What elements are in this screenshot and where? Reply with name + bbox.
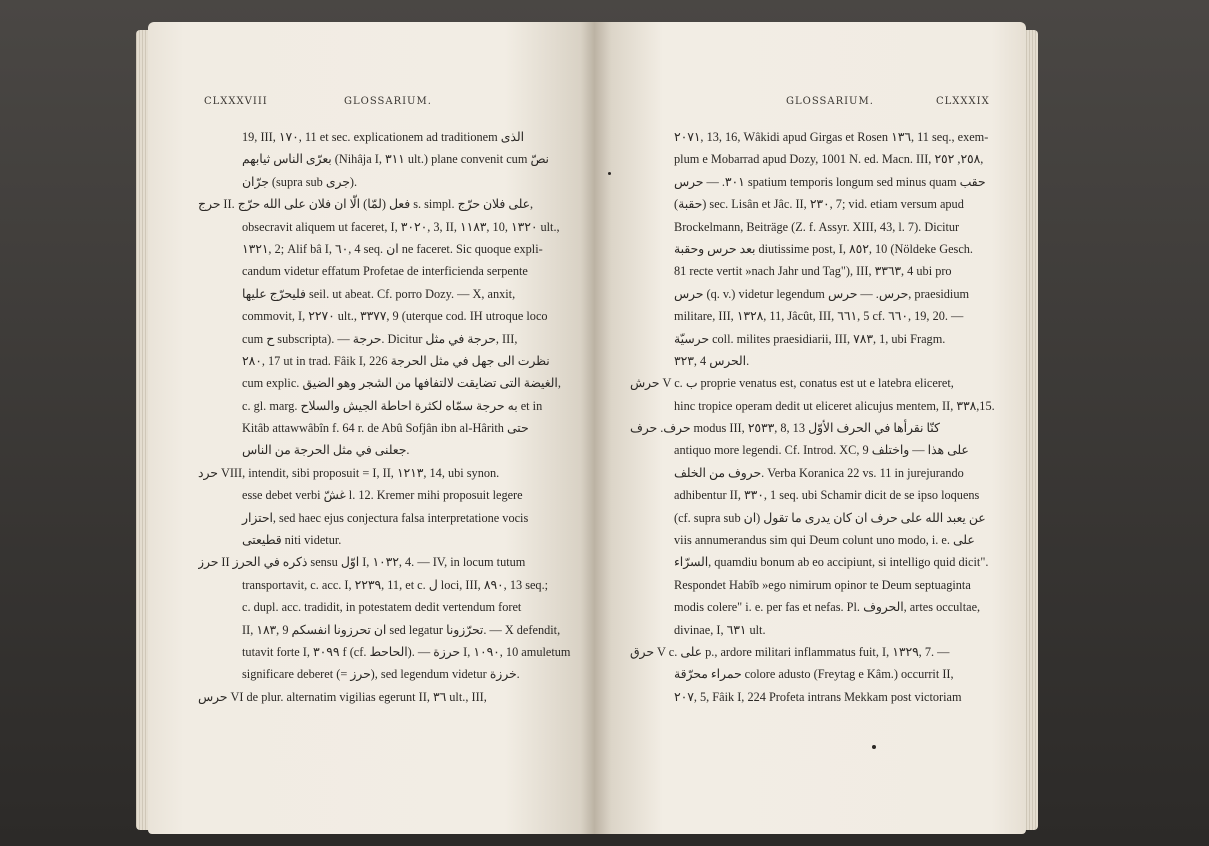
text-line: ٢٨٠, 17 ut in trad. Fâik I, 226 نظرت الى جهل في مثل الحرجة xyxy=(242,353,550,368)
left-page xyxy=(148,22,594,834)
text-line: حرج II. فعل (لمّا) الّا ان فلان على الله حرّج s. simpl. على فلان حرّج, xyxy=(198,197,534,212)
text-line: viis annumerandus sim qui Deum colunt uno modo, i. e. على xyxy=(674,533,975,548)
text-line: Kitâb attawwâbîn f. 64 r. de Abû Sofjân ibn al-Hârith حتى xyxy=(242,421,529,436)
text-line: بعد حرس وحقبة diutissime post, I, ٨٥٢, 10 (Nöldeke Gesch. xyxy=(674,241,974,256)
text-line: 19, III, ١٧٠, 11 et sec. explicationem ad traditionem الذى xyxy=(242,130,525,144)
text-line: Respondet Habîb »ego nimirum opinor te Deum septuaginta xyxy=(674,577,971,592)
right-page-text xyxy=(630,126,997,708)
text-line: ٣٢٣, 4 الحرس. xyxy=(674,353,750,368)
text-line: transportavit, c. acc. I, ٢٢٣٩, 11, et c. ل loci, III, ٨٩٠, 13 seq.; xyxy=(242,577,549,592)
text-line: ٢٠٧, 5, Fâik I, 224 Profeta intrans Mekkam post victoriam xyxy=(674,689,962,704)
text-line: حرق V c. على p., ardore militari inflammatus fuit, I, ١٣٢٩, 7. — xyxy=(630,644,950,659)
text-line: modis colere" i. e. per fas et nefas. Pl. الحروف, artes occultae, xyxy=(674,600,981,615)
text-line: حرس (q. v.) videtur legendum حرس. — حرس, praesidium xyxy=(674,286,970,301)
text-line: obsecravit aliquem ut faceret, I, ٣٠٢٠, 3, II, ١١٨٣, 10, ١٣٢٠ ult., xyxy=(242,219,560,234)
right-page xyxy=(594,22,1026,834)
text-line: Brockelmann, Beiträge (Z. f. Assyr. XIII, 43, l. 7). Dicitur xyxy=(674,219,960,234)
text-line: حرز II ذكره في الحرز sensu اوّل I, ١٠٣٢, 4. — IV, in locum tutum xyxy=(198,555,526,570)
page-stack-right xyxy=(1024,30,1038,830)
margin-mark xyxy=(608,172,611,175)
left-page-number: CLXXXVIII xyxy=(204,96,268,107)
text-line: جعلنى في مثل الحرجة من الناس. xyxy=(242,443,410,458)
text-line: tutavit forte I, ٣٠٩٩ f (cf. الحاحط). — حرزة I, ١٠٩٠, 10 amuletum xyxy=(242,644,571,659)
text-line: حمراء محرّقة colore adusto (Freytag e Kâm.) occurrit II, xyxy=(674,667,954,682)
text-line: commovit, I, ٢٢٧٠ ult., ٣٣٧٧, 9 (uterque cod. IH utroque loco xyxy=(242,309,548,324)
text-line: militare, III, ١٣٢٨, 11, Jâcût, III, ٦٦١, 5 cf. ٦٦٠, 19, 20. — xyxy=(674,309,964,324)
text-line: حرس VI de plur. alternatim vigilias egerunt II, ٣٦ ult., III, xyxy=(198,689,487,704)
text-line: candum videtur effatum Profetae de interficienda serpente xyxy=(242,264,528,279)
text-line: حروف من الخلف. Verba Koranica 22 vs. 11 in jurejurando xyxy=(674,465,964,480)
text-line: plum e Mobarrad apud Dozy, 1001 N. ed. Macn. III, ٢٥٨, ٢٥٢, xyxy=(674,152,984,167)
left-running-head: GLOSSARIUM. xyxy=(344,96,432,107)
text-line: esse debet verbi غشّ l. 12. Kremer mihi proposuit legere xyxy=(242,488,523,503)
text-line: بعرّى الناس ثيابهم (Nihâja I, ٣١١ ult.) plane convenit cum نصّ xyxy=(242,152,549,167)
text-line: cum explic. الغيضة التى تضايقت لالتفافها من الشجر وهو الضيق, xyxy=(242,376,561,391)
text-line: adhibentur II, ٣٣٠, 1 seq. ubi Schamir dicit de se ipso loquens xyxy=(674,488,980,503)
text-line: divinae, I, ٦٣١ ult. xyxy=(674,622,766,637)
text-line: significare deberet (= حرز), sed legendum videtur خرزة. xyxy=(242,667,520,682)
text-line: antiquo more legendi. Cf. Introd. XC, 9 على هذا — واختلف xyxy=(674,443,969,458)
text-line: c. gl. marg. به حرجة سمّاه لكثرة احاطة الجيش والسلاح et in xyxy=(242,398,543,413)
text-line: c. dupl. acc. tradidit, in potestatem dedit vertendum foret xyxy=(242,600,522,615)
text-line: ١٣٢١, 2; Alif bâ I, ٦٠, 4 seq. ان ne faceret. Sic quoque expli- xyxy=(242,241,543,256)
text-line: (cf. supra sub ان) عن يعبد الله على حرف ان كان يدرى ما تقول xyxy=(674,510,986,525)
text-line: جرّان (supra sub جرى). xyxy=(242,174,358,189)
text-line: حرسيّة coll. milites praesidiarii, III, ٧٨٣, 1, ubi Fragm. xyxy=(674,331,946,346)
ink-speck xyxy=(872,745,876,749)
text-line: 81 recte vertit »nach Jahr und Tag"), III, ٣٣٦٣, 4 ubi pro xyxy=(674,264,952,279)
text-line: ٣٠١. — حرس spatium temporis longum sed minus quam حقب xyxy=(674,174,986,189)
text-line: حرد VIII, intendit, sibi proposuit = I, II, ١٢١٣, 14, ubi synon. xyxy=(198,465,500,480)
right-page-number: CLXXXIX xyxy=(936,96,990,107)
text-line: II, ١٨٣, 9 ان تحرزونا انفسكم sed legatur تحرّزونا. — X defendit, xyxy=(242,622,561,637)
text-line: cum ح subscripta). — حرجة. Dicitur حرجة في مثل, III, xyxy=(242,331,518,346)
text-line: حرش V c. ب proprie venatus est, conatus est ut e latebra eliceret, xyxy=(630,376,954,391)
right-running-head: GLOSSARIUM. xyxy=(786,96,874,107)
text-line: قطيعتى niti videtur. xyxy=(242,533,342,548)
text-line: ٢٠٧١, 13, 16, Wâkidi apud Girgas et Rosen ١٣٦, 11 seq., exem- xyxy=(674,130,989,144)
left-page-text xyxy=(198,126,572,708)
text-line: (حقبة) sec. Lisân et Jâc. II, ٢٣٠, 7; vid. etiam versum apud xyxy=(674,197,964,212)
text-line: hinc tropice operam dedit ut eliceret alicujus mentem, II, ٣٣٨,15. xyxy=(674,398,995,413)
text-line: السرّاء, quamdiu bonum ab eo accipiunt, si intelligo quid dicit". xyxy=(674,555,989,570)
text-line: فليحرّج عليها seil. ut abeat. Cf. porro Dozy. — X, anxit, xyxy=(242,286,516,301)
text-line: حرف. حرف modus III, ٢٥٣٣, 8, 13 كنّا نقرأها في الحرف الأوّل xyxy=(630,421,940,436)
text-line: احتزار, sed haec ejus conjectura falsa interpretatione vocis xyxy=(242,510,529,525)
